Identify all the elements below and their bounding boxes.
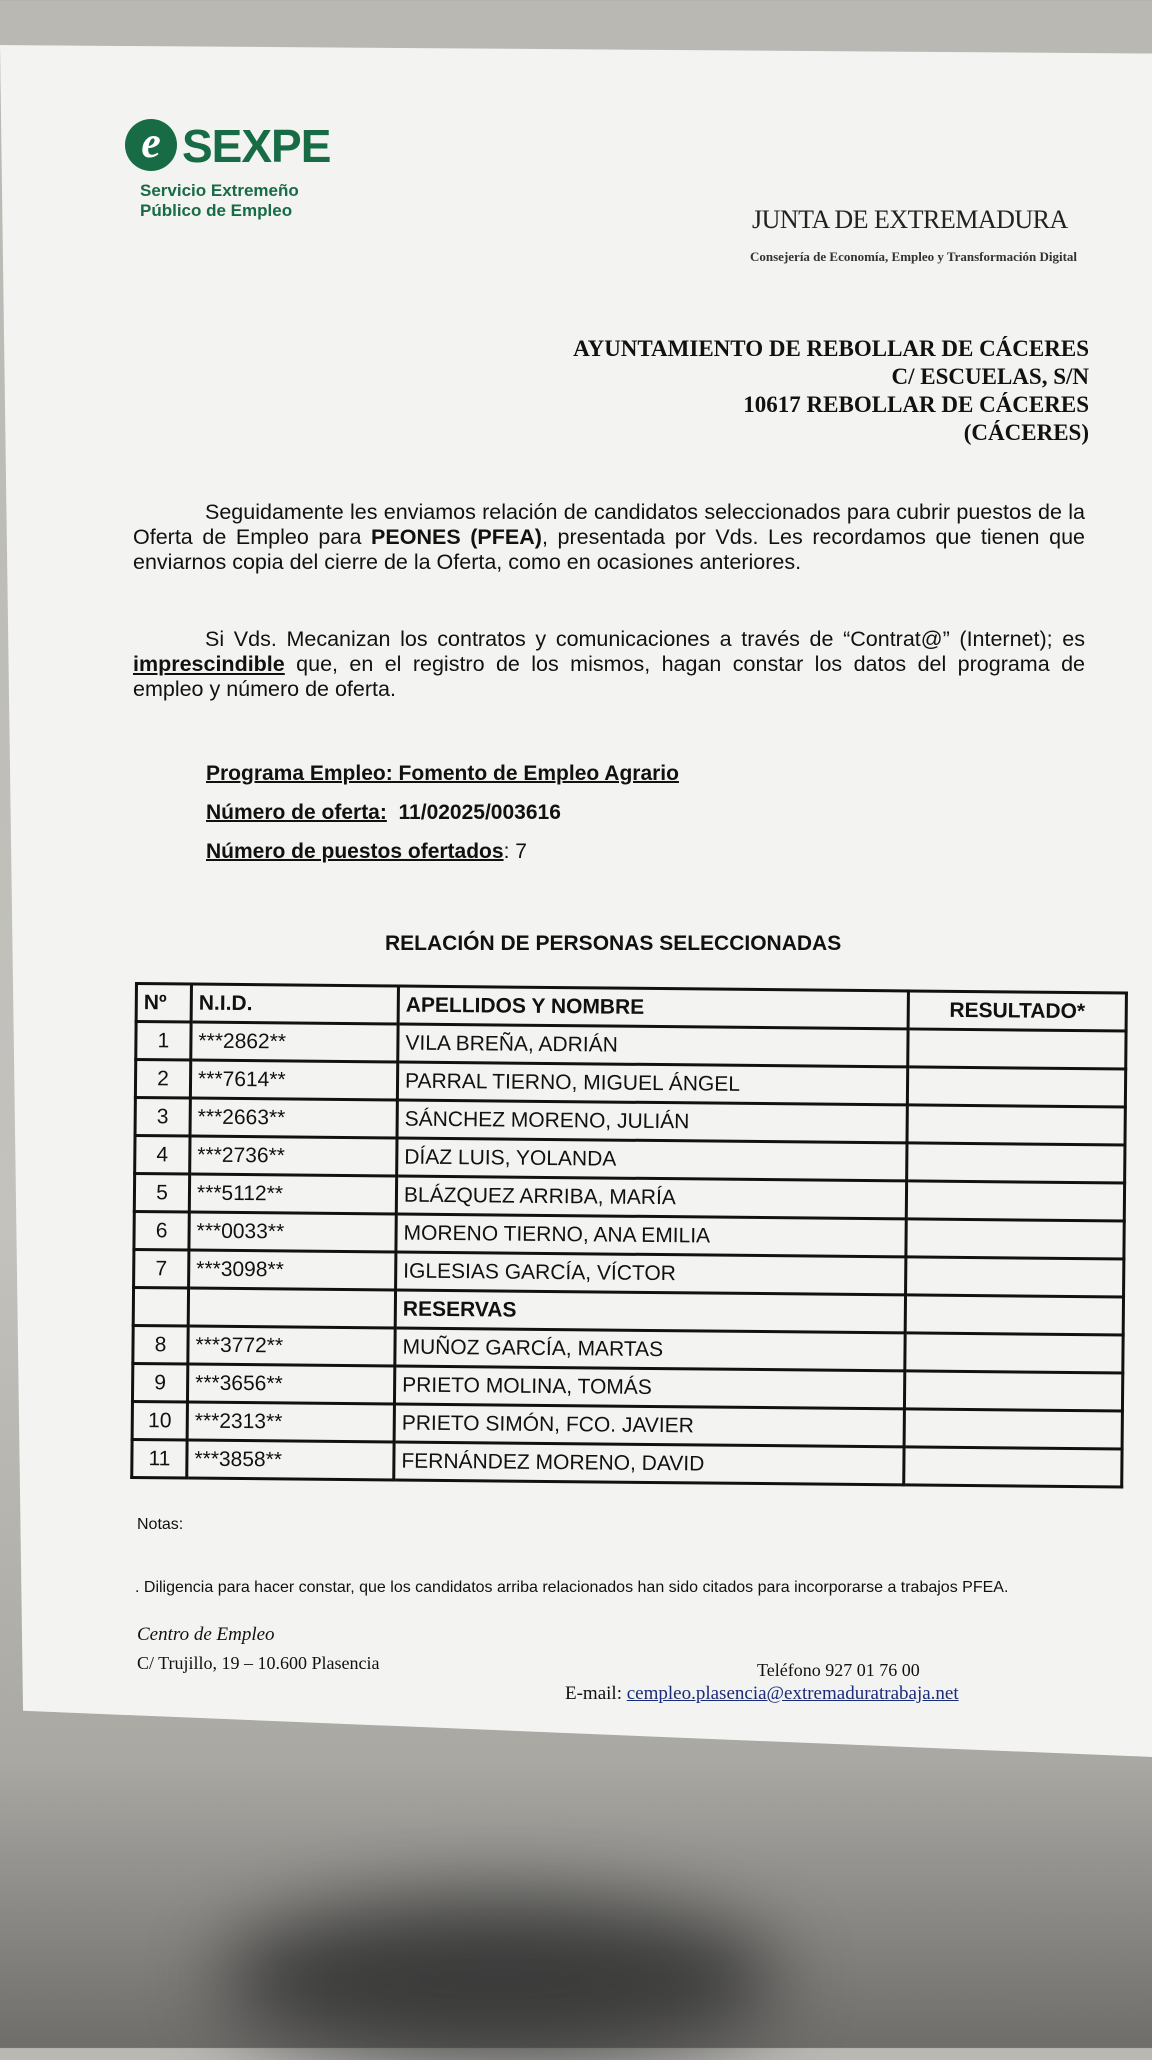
candidates-table [130, 982, 1128, 1489]
email-label: E-mail: [565, 1683, 627, 1704]
row-nid: ***2663** [190, 1098, 397, 1138]
row-result [907, 1067, 1125, 1107]
oferta-label: Número de oferta: [206, 801, 387, 824]
junta-title: JUNTA DE EXTREMADURA [752, 205, 1068, 234]
logo-subtitle [140, 181, 299, 221]
address-line1: AYUNTAMIENTO DE REBOLLAR DE CÁCERES [573, 336, 1089, 361]
row-name: PRIETO MOLINA, TOMÁS [394, 1366, 904, 1409]
row-name: DÍAZ LUIS, YOLANDA [397, 1138, 907, 1181]
centro-address: C/ Trujillo, 19 – 10.600 Plasencia [137, 1653, 380, 1673]
row-result [904, 1409, 1122, 1449]
header-nid: N.I.D. [191, 984, 398, 1024]
row-nid: ***5112** [189, 1174, 396, 1214]
desk-shadow [220, 1900, 780, 2060]
row-name: VILA BREÑA, ADRIÁN [398, 1024, 908, 1067]
diligencia-note: . Diligencia para hacer constar, que los candidatos arriba relacionados han sido citados para incorporarse a trabajos PFEA. [135, 1579, 1009, 1596]
row-result [905, 1295, 1123, 1335]
row-num: 3 [135, 1098, 190, 1137]
paragraph-2 [133, 627, 1085, 702]
email-link[interactable]: cempleo.plasencia@extremaduratrabaja.net [626, 1683, 959, 1704]
row-name: BLÁZQUEZ ARRIBA, MARÍA [396, 1176, 906, 1219]
logo-subtitle-line2: Público de Empleo [140, 201, 293, 220]
programa-field: Programa Empleo: Fomento de Empleo Agrario [206, 762, 679, 785]
row-result [906, 1257, 1124, 1297]
email-line [565, 1683, 959, 1705]
row-name: PRIETO SIMÓN, FCO. JAVIER [394, 1404, 904, 1447]
address-line2: C/ ESCUELAS, S/N [891, 364, 1089, 389]
address-line4: (CÁCERES) [963, 420, 1089, 445]
row-nid: ***3772** [188, 1326, 395, 1366]
row-num [133, 1288, 188, 1327]
p2-text-b: que, en el registro de los mismos, hagan constar los datos del programa de empleo y número de oferta. [133, 652, 1085, 701]
row-num: 4 [135, 1136, 190, 1175]
row-nid: ***3656** [187, 1364, 394, 1404]
row-result [907, 1105, 1125, 1145]
row-result [907, 1143, 1125, 1183]
centro-empleo: Centro de Empleo [137, 1624, 275, 1645]
row-nid: ***0033** [189, 1212, 396, 1252]
puestos-value: : 7 [503, 840, 527, 863]
telefono: Teléfono 927 01 76 00 [757, 1660, 920, 1680]
row-name: SÁNCHEZ MORENO, JULIÁN [397, 1100, 907, 1143]
row-num: 5 [134, 1174, 189, 1213]
row-num: 10 [132, 1401, 187, 1440]
row-nid: ***2736** [190, 1136, 397, 1176]
row-name: IGLESIAS GARCÍA, VÍCTOR [396, 1252, 906, 1295]
row-nid [188, 1288, 395, 1328]
notas-label: Notas: [137, 1516, 184, 1533]
consejeria: Consejería de Economía, Empleo y Transformación Digital [750, 249, 1078, 264]
row-nid: ***3858** [187, 1440, 394, 1480]
row-num: 7 [134, 1250, 189, 1289]
logo-subtitle-line1: Servicio Extremeño [140, 181, 299, 200]
row-result [908, 1029, 1126, 1069]
row-name: FERNÁNDEZ MORENO, DAVID [394, 1442, 904, 1485]
row-nid: ***7614** [190, 1060, 397, 1100]
row-result [906, 1219, 1124, 1259]
p2-text-a: Si Vds. Mecanizan los contratos y comunicaciones a través de “Contrat@” (Internet); es [205, 627, 1085, 651]
logo-name: SEXPE [182, 120, 331, 172]
row-num: 6 [134, 1212, 189, 1251]
sexpe-logo-icon: e [125, 119, 177, 171]
address-line3: 10617 REBOLLAR DE CÁCERES [743, 392, 1089, 417]
row-name: PARRAL TIERNO, MIGUEL ÁNGEL [397, 1062, 907, 1105]
oferta-field [206, 801, 561, 825]
row-result [904, 1447, 1122, 1487]
paragraph-1 [133, 500, 1085, 575]
row-num: 9 [132, 1363, 187, 1402]
header-result: RESULTADO* [908, 991, 1126, 1031]
row-num: 8 [133, 1325, 188, 1364]
table-row [132, 1439, 1122, 1487]
row-num: 2 [135, 1060, 190, 1099]
p1-text-a: Seguidamente les enviamos relación de candidatos seleccionados para cubrir puestos de la Oferta de Empleo para [133, 500, 1085, 549]
header-num: Nº [136, 984, 191, 1023]
table-title: RELACIÓN DE PERSONAS SELECCIONADAS [385, 932, 842, 955]
oferta-value: 11/02025/003616 [398, 801, 561, 824]
row-num: 1 [136, 1022, 191, 1061]
row-nid: ***2862** [191, 1022, 398, 1062]
row-name: MUÑOZ GARCÍA, MARTAS [395, 1328, 905, 1371]
p1-bold: PEONES (PFEA) [371, 525, 542, 549]
reservas-label: RESERVAS [395, 1290, 905, 1333]
row-result [906, 1181, 1124, 1221]
p2-bold: imprescindible [133, 652, 285, 676]
row-result [904, 1371, 1122, 1411]
row-nid: ***2313** [187, 1402, 394, 1442]
header-name: APELLIDOS Y NOMBRE [398, 986, 908, 1029]
p1-text-b: , presentada por Vds. Les recordamos que tienen que enviarnos copia del cierre de la Oferta, como en ocasiones anteriores. [133, 525, 1085, 574]
row-name: MORENO TIERNO, ANA EMILIA [396, 1214, 906, 1257]
document-page [0, 45, 1152, 1757]
row-num: 11 [132, 1439, 187, 1478]
puestos-field [206, 840, 527, 864]
puestos-label: Número de puestos ofertados [206, 840, 504, 863]
address-block [573, 335, 1089, 447]
row-nid: ***3098** [189, 1250, 396, 1290]
row-result [905, 1333, 1123, 1373]
